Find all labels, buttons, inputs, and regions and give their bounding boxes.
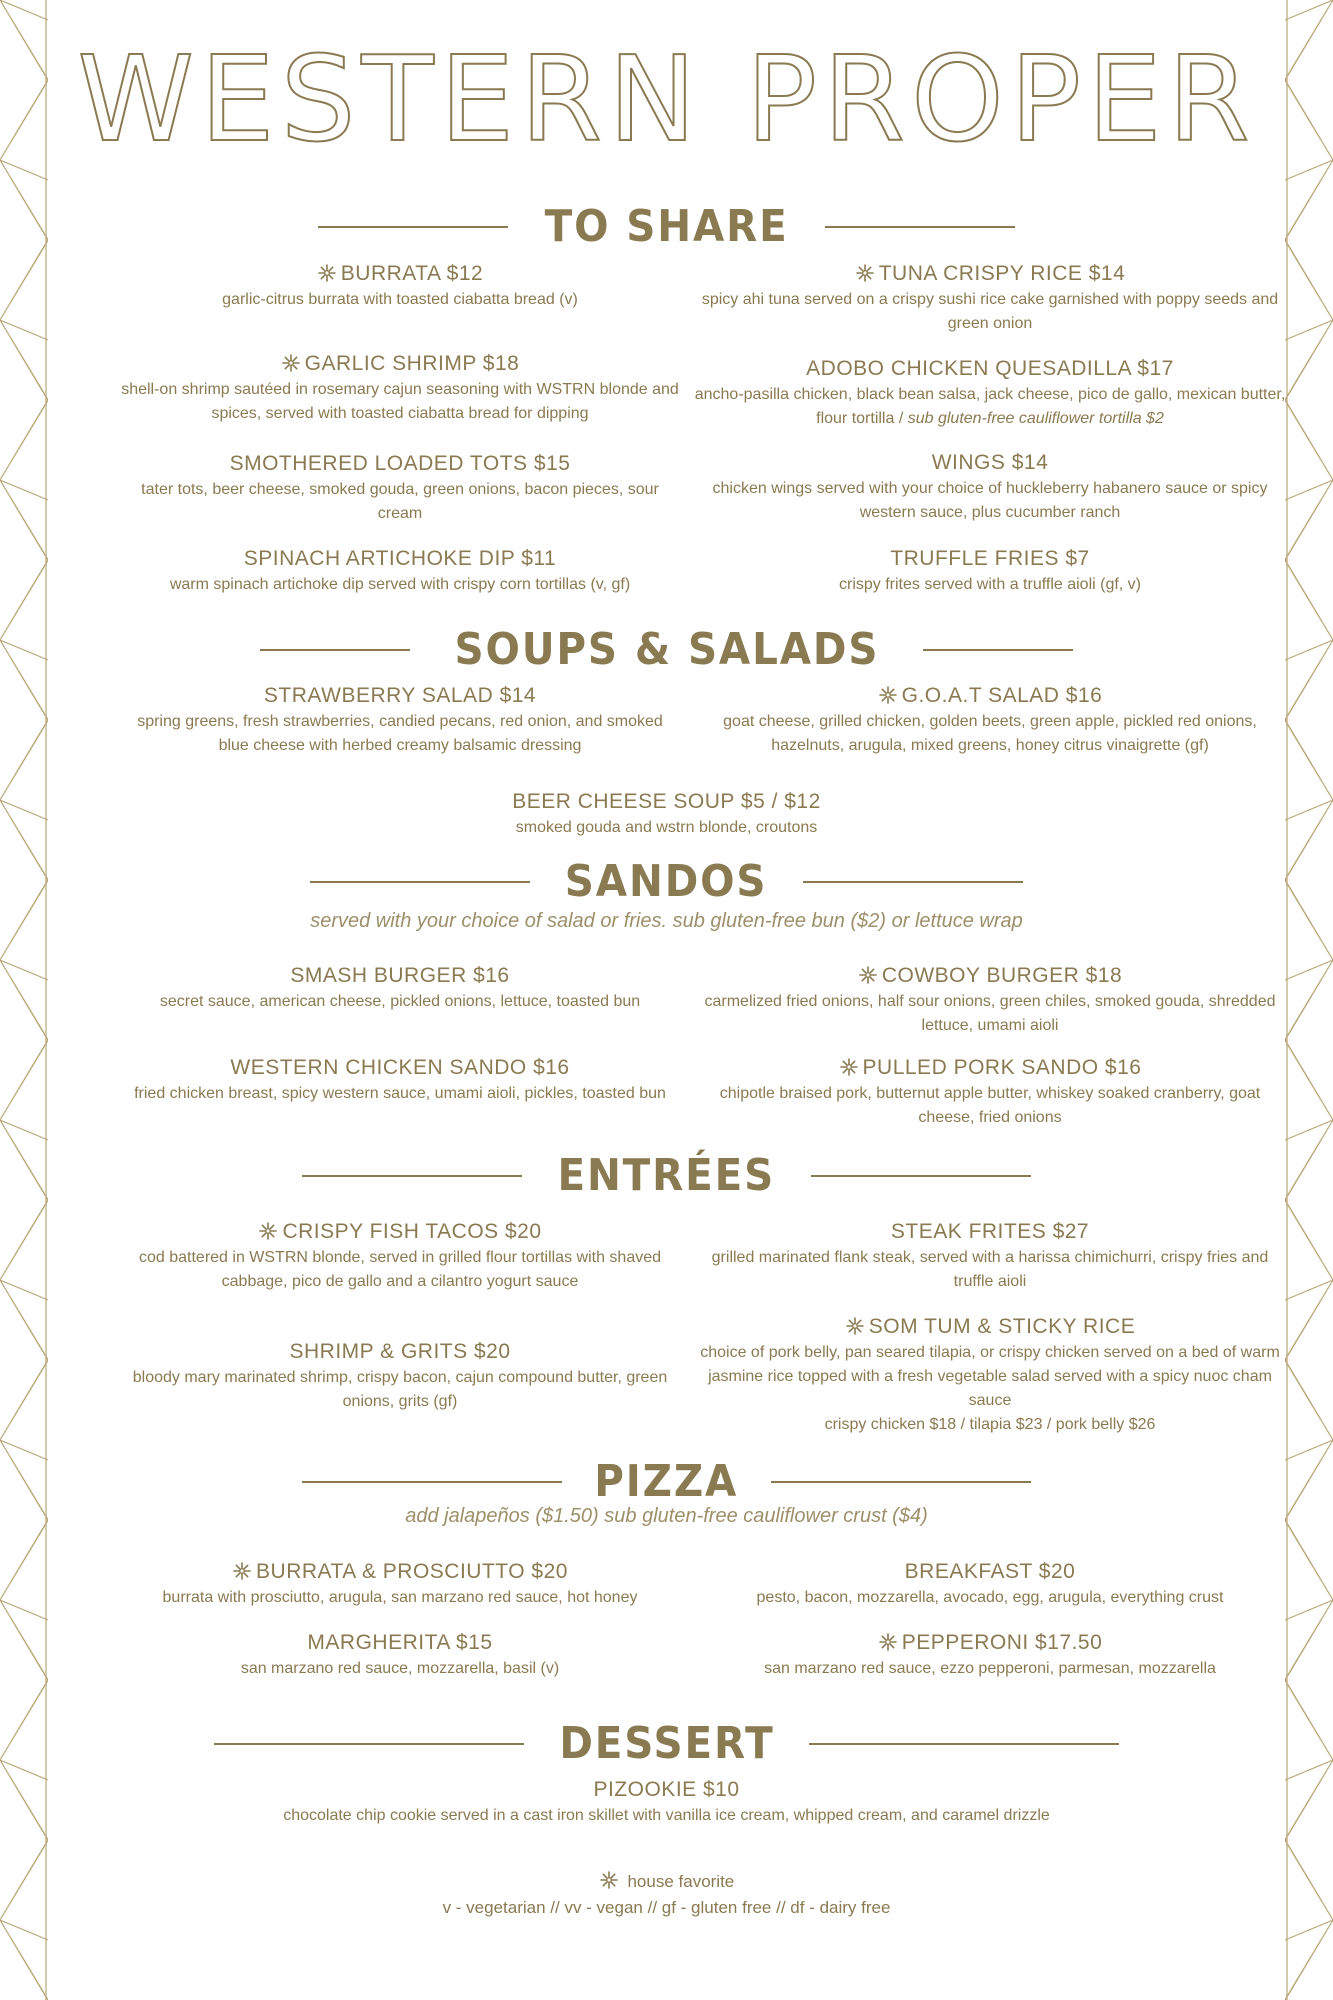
menu-item — [690, 682, 1290, 758]
item-description-text: crispy frites served with a truffle aioli (gf, v) — [838, 576, 1142, 593]
favorite-label: house favorite — [627, 1872, 735, 1891]
menu-item — [120, 1218, 680, 1294]
sparkle-icon — [839, 1057, 859, 1077]
menu-item — [260, 1776, 1073, 1828]
item-name-text: SOM TUM & STICKY RICE — [868, 1315, 1136, 1338]
item-name — [690, 1313, 1290, 1341]
item-name — [690, 355, 1290, 383]
menu-item — [120, 1338, 680, 1414]
menu-item — [120, 260, 680, 312]
menu-item — [120, 682, 680, 758]
section-heading-pizza — [60, 1456, 1273, 1507]
menu-item — [120, 350, 680, 426]
section-heading-to-share — [60, 201, 1273, 252]
divider — [302, 1481, 562, 1483]
item-name — [120, 545, 680, 573]
divider — [214, 1743, 524, 1745]
item-name-text: PIZOOKIE $10 — [593, 1778, 740, 1801]
item-name-text: SMASH BURGER $16 — [290, 964, 510, 987]
item-name — [120, 1218, 680, 1246]
section-title: ENTRÉES — [557, 1150, 776, 1201]
item-description-text: fried chicken breast, spicy western sauce, umami aioli, pickles, toasted bun — [134, 1085, 666, 1102]
menu-item — [120, 1054, 680, 1106]
item-description — [120, 1366, 680, 1414]
item-description — [120, 478, 680, 526]
menu-item — [690, 1558, 1290, 1610]
sparkle-icon — [281, 353, 301, 373]
item-name — [120, 260, 680, 288]
item-description — [690, 1341, 1290, 1413]
item-name — [120, 682, 680, 710]
menu-item — [260, 788, 1073, 840]
sparkle-icon — [258, 1221, 278, 1241]
section-heading-soups-salads — [60, 624, 1273, 675]
art-deco-border-left — [0, 0, 48, 2000]
section-heading-dessert — [60, 1718, 1273, 1769]
item-description — [690, 573, 1290, 597]
menu-item — [690, 1629, 1290, 1681]
item-name-text: CRISPY FISH TACOS $20 — [282, 1220, 542, 1243]
item-description-text: secret sauce, american cheese, pickled onions, lettuce, toasted bun — [159, 993, 641, 1010]
item-name-text: BURRATA $12 — [340, 262, 484, 285]
item-description — [120, 990, 680, 1014]
menu-item — [690, 1054, 1290, 1130]
item-name — [120, 1054, 680, 1082]
item-name-text: G.O.A.T SALAD $16 — [901, 684, 1103, 707]
section-title: TO SHARE — [544, 201, 789, 252]
item-description — [120, 288, 680, 312]
item-name-text: TRUFFLE FRIES $7 — [890, 547, 1090, 570]
item-name — [120, 450, 680, 478]
item-description-text: chipotle braised pork, butternut apple butter, whiskey soaked cranberry, goat cheese, fried onions — [719, 1085, 1261, 1126]
item-description — [260, 816, 1073, 840]
item-name-text: SPINACH ARTICHOKE DIP $11 — [243, 547, 557, 570]
section-heading-entrees — [60, 1150, 1273, 1201]
menu-item — [120, 450, 680, 526]
item-description-italic: sub gluten-free cauliflower tortilla $2 — [907, 410, 1164, 427]
divider — [923, 649, 1073, 651]
item-description — [260, 1804, 1073, 1828]
item-description-text: spicy ahi tuna served on a crispy sushi rice cake garnished with poppy seeds and green onion — [701, 291, 1279, 332]
section-heading-sandos — [60, 856, 1273, 907]
section-title: DESSERT — [558, 1718, 775, 1769]
item-description — [120, 378, 680, 426]
item-name-text: ADOBO CHICKEN QUESADILLA $17 — [806, 357, 1174, 380]
divider — [310, 881, 530, 883]
item-description — [120, 1246, 680, 1294]
item-description-text: pesto, bacon, mozzarella, avocado, egg, arugula, everything crust — [756, 1589, 1224, 1606]
item-name — [260, 1776, 1073, 1804]
item-description-text: grilled marinated flank steak, served with a harissa chimichurri, crispy fries and truffle aioli — [711, 1249, 1269, 1290]
item-price-options: crispy chicken $18 / tilapia $23 / pork belly $26 — [824, 1416, 1156, 1433]
item-description-text: burrata with prosciutto, arugula, san marzano red sauce, hot honey — [162, 1589, 638, 1606]
sparkle-icon — [232, 1561, 252, 1581]
item-description-text: ancho-pasilla chicken, black bean salsa, jack cheese, pico de gallo, mexican butter, flour tortilla / — [694, 386, 1286, 427]
item-description-text: carmelized fried onions, half sour onions, green chiles, smoked gouda, shredded lettuce, umami aioli — [704, 993, 1276, 1034]
item-description — [120, 1082, 680, 1106]
item-description — [690, 383, 1290, 431]
item-name-text: PEPPERONI $17.50 — [901, 1631, 1103, 1654]
item-description — [120, 710, 680, 758]
favorite-legend — [60, 1870, 1273, 1892]
item-description-text: chocolate chip cookie served in a cast iron skillet with vanilla ice cream, whipped cream, and caramel drizzle — [283, 1807, 1050, 1824]
item-name — [690, 962, 1290, 990]
section-title: PIZZA — [594, 1456, 739, 1507]
item-name — [690, 682, 1290, 710]
menu-item — [690, 449, 1290, 525]
item-name-text: PULLED PORK SANDO $16 — [862, 1056, 1142, 1079]
sparkle-icon — [878, 685, 898, 705]
divider — [771, 1481, 1031, 1483]
item-description-text: smoked gouda and wstrn blonde, croutons — [515, 819, 818, 836]
divider — [318, 226, 508, 228]
item-description — [690, 1082, 1290, 1130]
restaurant-title: WESTERN PROPER — [77, 30, 1256, 168]
menu-item — [690, 260, 1290, 336]
item-description-text: shell-on shrimp sautéed in rosemary cajun seasoning with WSTRN blonde and spices, served with toasted ciabatta bread for dipping — [121, 381, 679, 422]
item-name — [690, 1218, 1290, 1246]
divider — [809, 1743, 1119, 1745]
menu-item — [690, 355, 1290, 431]
item-name — [690, 545, 1290, 573]
item-name-text: STRAWBERRY SALAD $14 — [263, 684, 537, 707]
sparkle-icon — [858, 965, 878, 985]
item-name-text: GARLIC SHRIMP $18 — [304, 352, 520, 375]
divider — [825, 226, 1015, 228]
item-description — [690, 710, 1290, 758]
item-description — [690, 1657, 1290, 1681]
item-description — [120, 573, 680, 597]
section-note: served with your choice of salad or fries. sub gluten-free bun ($2) or lettuce wrap — [310, 910, 1023, 932]
item-name-text: WINGS $14 — [931, 451, 1049, 474]
sparkle-icon — [855, 263, 875, 283]
divider — [803, 881, 1023, 883]
menu-item — [690, 545, 1290, 597]
menu-item — [690, 1218, 1290, 1294]
item-description-text: san marzano red sauce, ezzo pepperoni, parmesan, mozzarella — [764, 1660, 1216, 1677]
item-name — [260, 788, 1073, 816]
item-name — [120, 1558, 680, 1586]
item-name — [120, 962, 680, 990]
item-name-text: WESTERN CHICKEN SANDO $16 — [230, 1056, 570, 1079]
item-name-text: BURRATA & PROSCIUTTO $20 — [256, 1560, 568, 1583]
item-description — [120, 1657, 680, 1681]
item-description-text: san marzano red sauce, mozzarella, basil (v) — [240, 1660, 560, 1677]
item-name — [120, 350, 680, 378]
item-name — [690, 1054, 1290, 1082]
sparkle-icon — [878, 1632, 898, 1652]
item-description-text: spring greens, fresh strawberries, candied pecans, red onion, and smoked blue cheese with herbed creamy balsamic dressing — [137, 713, 663, 754]
sparkle-icon — [845, 1316, 865, 1336]
diet-key: v - vegetarian // vv - vegan // gf - gluten free // df - dairy free — [442, 1898, 891, 1917]
item-description-text: garlic-citrus burrata with toasted ciabatta bread (v) — [222, 291, 578, 308]
menu-item — [120, 545, 680, 597]
item-name — [690, 449, 1290, 477]
item-description — [690, 288, 1290, 336]
item-name-text: STEAK FRITES $27 — [890, 1220, 1090, 1243]
item-description — [690, 477, 1290, 525]
section-title: SOUPS & SALADS — [454, 624, 879, 675]
divider — [260, 649, 410, 651]
item-description-text: tater tots, beer cheese, smoked gouda, green onions, bacon pieces, sour cream — [141, 481, 659, 522]
item-description-text: warm spinach artichoke dip served with crispy corn tortillas (v, gf) — [169, 576, 631, 593]
sparkle-icon — [599, 1870, 619, 1890]
menu-item — [120, 962, 680, 1014]
divider — [811, 1175, 1031, 1177]
item-description — [690, 1586, 1290, 1610]
menu-item — [690, 1313, 1290, 1437]
item-name-text: SHRIMP & GRITS $20 — [289, 1340, 511, 1363]
item-description — [690, 1246, 1290, 1294]
item-description-text: goat cheese, grilled chicken, golden beets, green apple, pickled red onions, hazelnuts, arugula, mixed greens, honey citrus vinaigrette (gf) — [723, 713, 1257, 754]
section-note: add jalapeños ($1.50) sub gluten-free cauliflower crust ($4) — [405, 1505, 928, 1527]
item-description-text: choice of pork belly, pan seared tilapia, or crispy chicken served on a bed of warm jasmine rice topped with a fresh vegetable salad served with a spicy nuoc cham sauce — [700, 1344, 1280, 1409]
item-name-text: BEER CHEESE SOUP $5 / $12 — [512, 790, 821, 813]
item-description — [690, 990, 1290, 1038]
item-name-text: MARGHERITA $15 — [307, 1631, 493, 1654]
art-deco-border-right — [1285, 0, 1333, 2000]
item-name-text: SMOTHERED LOADED TOTS $15 — [229, 452, 571, 475]
item-description-text: bloody mary marinated shrimp, crispy bacon, cajun compound butter, green onions, grits (gf) — [132, 1369, 668, 1410]
menu-item — [120, 1629, 680, 1681]
item-description-text: chicken wings served with your choice of huckleberry habanero sauce or spicy western sauce, plus cucumber ranch — [712, 480, 1268, 521]
item-name-text: BREAKFAST $20 — [904, 1560, 1076, 1583]
divider — [302, 1175, 522, 1177]
menu-item — [690, 962, 1290, 1038]
item-description — [120, 1586, 680, 1610]
section-title: SANDOS — [565, 856, 768, 907]
item-description-text: cod battered in WSTRN blonde, served in grilled flour tortillas with shaved cabbage, pico de gallo and a cilantro yogurt sauce — [138, 1249, 662, 1290]
item-name — [120, 1338, 680, 1366]
sparkle-icon — [317, 263, 337, 283]
menu-item — [120, 1558, 680, 1610]
item-name-text: COWBOY BURGER $18 — [881, 964, 1123, 987]
item-name — [690, 1558, 1290, 1586]
item-name — [690, 1629, 1290, 1657]
item-name — [690, 260, 1290, 288]
item-name — [120, 1629, 680, 1657]
item-name-text: TUNA CRISPY RICE $14 — [878, 262, 1126, 285]
